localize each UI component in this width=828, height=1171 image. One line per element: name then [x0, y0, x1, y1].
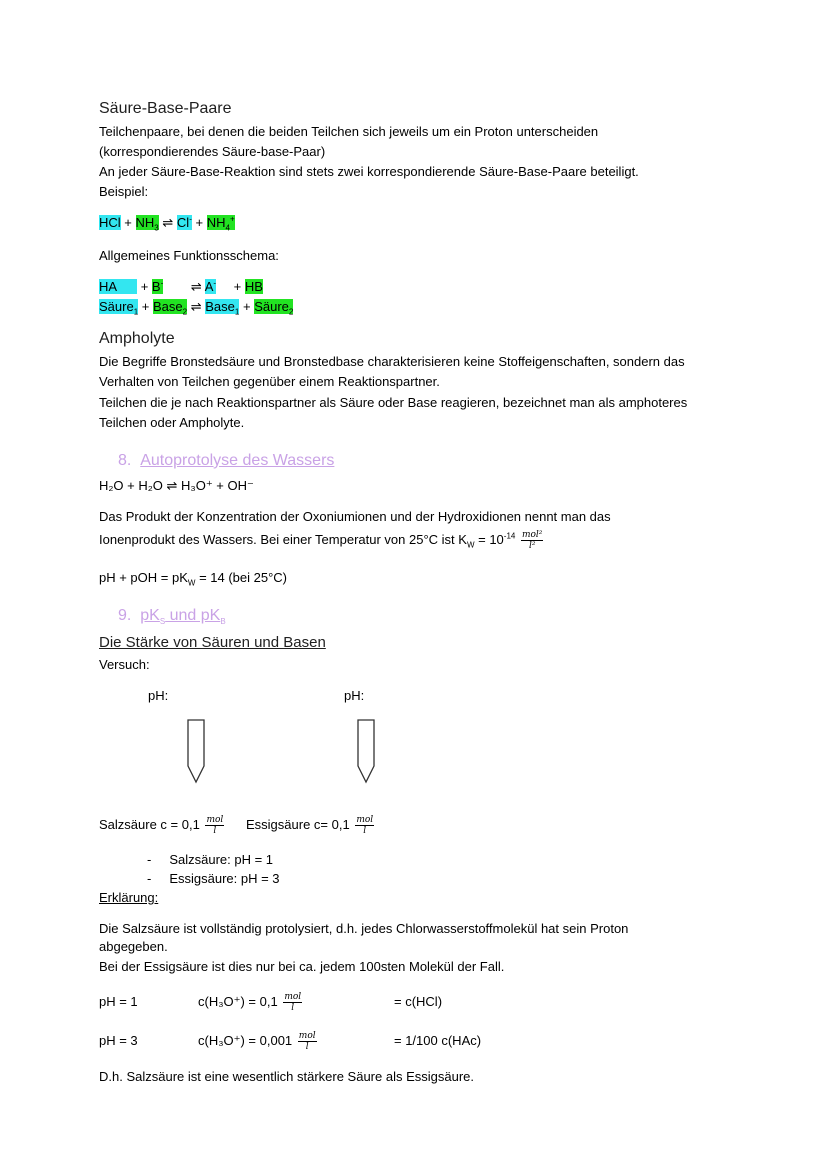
- acid2-term: Säure$_2$: [254, 299, 294, 317]
- row-ph3-concentration: c(H₃O⁺) = 0,001 $\frac{\text{mol}}{l}$: [198, 1031, 316, 1053]
- paragraph-line: Das Produkt der Konzentration der Oxoniumionen und der Hydroxidionen nennt man das: [99, 509, 611, 524]
- list-item: - Salzsäure: pH = 1: [147, 852, 274, 867]
- row-ph1-label: pH = 1: [99, 994, 138, 1009]
- hcl-concentration: Salzsäure c = 0,1 $\frac{\text{mol}}{l}$: [99, 815, 224, 837]
- pkw-line: pH + pOH = $pK_W = 14$ (bei 25°C): [99, 570, 288, 588]
- row-ph3-result: = 1/100 c(HAc): [394, 1033, 482, 1048]
- unit-fraction: $\frac{\text{mol}}{l}$: [298, 1031, 316, 1053]
- schema-row-2: [99, 297, 293, 317]
- row-ph1-result: = c(HCl): [394, 994, 443, 1009]
- heading-ampholyte: Ampholyte: [99, 330, 175, 347]
- conclusion: D.h. Salzsäure ist eine wesentlich stärkere Säure als Essigsäure.: [99, 1069, 475, 1084]
- heading-saeure-base-paare: Säure-Base-Paare: [99, 100, 232, 117]
- row-ph3-label: pH = 3: [99, 1033, 138, 1048]
- plus-sign: +: [195, 215, 204, 230]
- unit-fraction: $\frac{\text{mol²}}{\text{l²}}$: [521, 530, 543, 552]
- subheading-staerke: Die Stärke von Säuren und Basen: [99, 634, 326, 651]
- erklaerung-label: Erklärung:: [99, 890, 159, 905]
- a-term: A-: [204, 278, 217, 294]
- acid1-term: Säure$_1$: [99, 299, 139, 317]
- ph-label-right: pH:: [344, 688, 365, 703]
- schema-row-1: [99, 277, 263, 297]
- paragraph-line: Teilchen oder Ampholyte.: [99, 415, 245, 430]
- paragraph-line: Verhalten von Teilchen gegenüber einem Reaktionspartner.: [99, 374, 440, 389]
- paragraph-line: Die Salzsäure ist vollständig protolysiert, d.h. jedes Chlorwasserstoffmolekül hat sein Proton: [99, 921, 629, 936]
- versuch-label: Versuch:: [99, 657, 150, 672]
- plus-sign: +: [242, 299, 251, 314]
- plus-sign: +: [140, 279, 149, 294]
- section-8-heading[interactable]: 8. Autoprotolyse des Wassers: [118, 452, 335, 469]
- hcl-term: HCl: [99, 215, 121, 230]
- unit-fraction: $\frac{\text{mol}}{l}$: [284, 992, 302, 1014]
- paragraph-line: Beispiel:: [99, 184, 149, 199]
- paragraph-line: (korrespondierendes Säure-base-Paar): [99, 144, 326, 159]
- test-tube-right-icon: [356, 718, 376, 784]
- plus-sign: +: [141, 299, 150, 314]
- water-autoprotolysis-equation: H₂O + H₂O ⇌ H₃O⁺ + OH⁻: [99, 478, 254, 493]
- base1-term: Base$_1$: [205, 299, 240, 317]
- unit-fraction: $\frac{\text{mol}}{l}$: [356, 815, 374, 837]
- paragraph-line: abgegeben.: [99, 939, 168, 954]
- schema-label: Allgemeines Funktionsschema:: [99, 248, 279, 263]
- row-ph1-concentration: c(H₃O⁺) = 0,1 $\frac{\text{mol}}{l}$: [198, 992, 302, 1014]
- equilibrium-arrow: ⇌: [190, 299, 202, 314]
- b-term: B-: [151, 278, 164, 294]
- ph-label-left: pH:: [148, 688, 169, 703]
- list-item: - Essigsäure: pH = 3: [147, 871, 280, 886]
- paragraph-line: Die Begriffe Bronstedsäure und Bronstedbase charakterisieren keine Stoffeigenschaften, sondern das: [99, 354, 685, 369]
- example-equation: [99, 213, 235, 233]
- nh3-term: $NH_3$: [135, 215, 159, 233]
- paragraph-line: An jeder Säure-Base-Reaktion sind stets zwei korrespondierende Säure-Base-Paare beteiligt.: [99, 164, 639, 179]
- paragraph-line: Teilchen die je nach Reaktionspartner als Säure oder Base reagieren, bezeichnet man als amphoteres: [99, 395, 688, 410]
- equilibrium-arrow: ⇌: [190, 279, 202, 294]
- unit-fraction: $\frac{\text{mol}}{l}$: [206, 815, 224, 837]
- ha-term: HA: [99, 279, 137, 294]
- equilibrium-arrow: ⇌: [162, 215, 174, 230]
- nh4-term: $NH_4^+$: [206, 214, 235, 233]
- plus-sign: +: [124, 215, 132, 230]
- plus-sign: +: [233, 279, 242, 294]
- hb-term: HB: [244, 279, 263, 294]
- paragraph-line: Teilchenpaare, bei denen die beiden Teilchen sich jeweils um ein Proton unterscheiden: [99, 124, 599, 139]
- hac-concentration: Essigsäure c= 0,1 $\frac{\text{mol}}{l}$: [246, 815, 374, 837]
- section-9-heading[interactable]: 9. $pK_S$ und $pK_B$: [118, 607, 226, 627]
- ionic-product-line: Ionenprodukt des Wassers. Bei einer Temperatur von 25°C ist $K_W = 10^{-14}$ $\frac{\text{mol²}}{\text{l²}}$: [99, 530, 543, 552]
- paragraph-line: Bei der Essigsäure ist dies nur bei ca. jedem 100sten Molekül der Fall.: [99, 959, 505, 974]
- base2-term: Base$_2$: [153, 299, 188, 317]
- cl-term: Cl-: [176, 214, 192, 230]
- test-tube-left-icon: [186, 718, 206, 784]
